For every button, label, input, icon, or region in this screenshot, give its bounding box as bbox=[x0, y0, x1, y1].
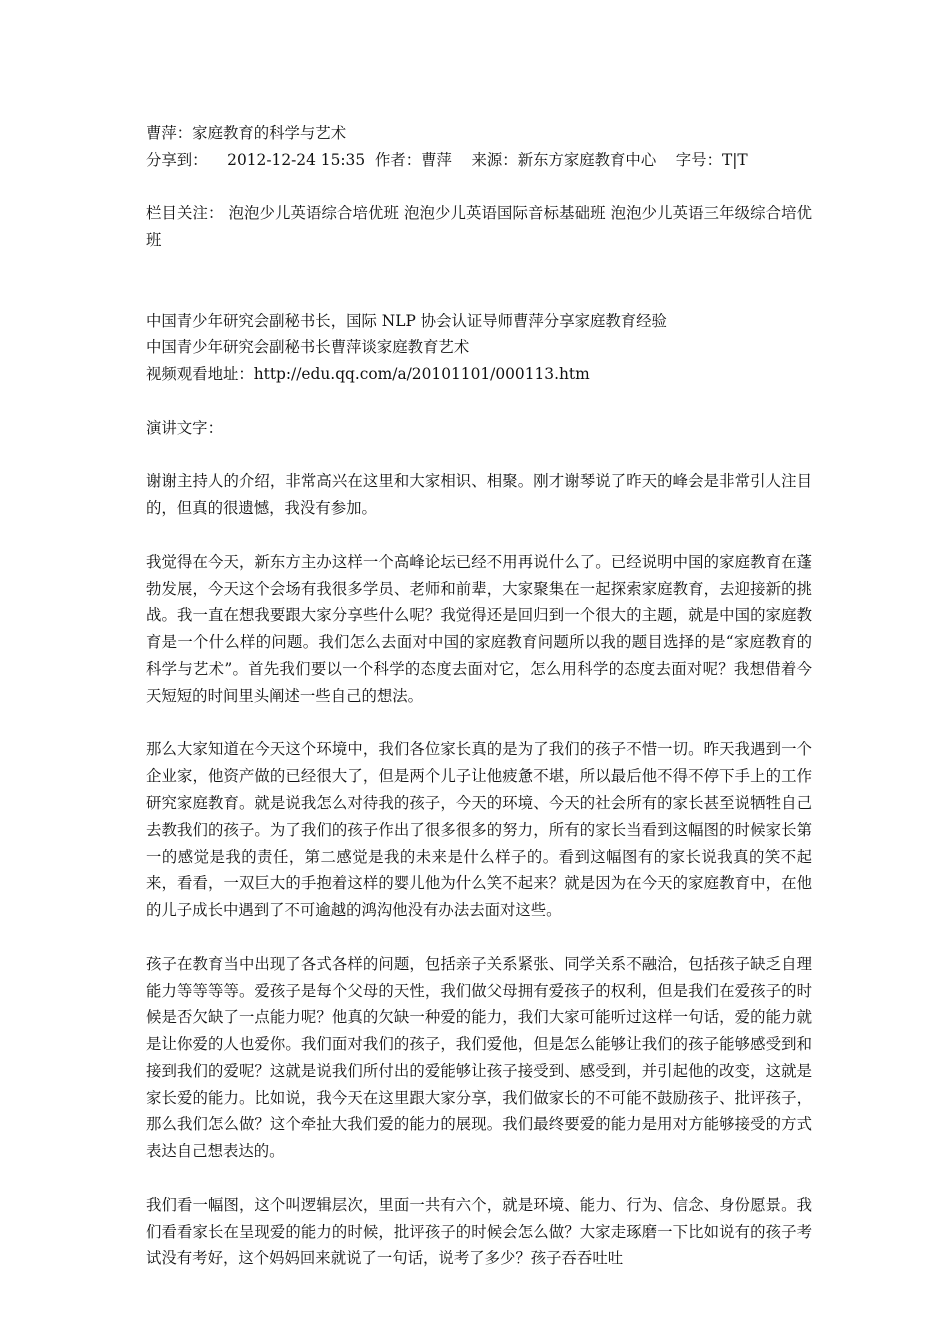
paragraph-4: 孩子在教育当中出现了各式各样的问题，包括亲子关系紧张、同学关系不融洽，包括孩子缺乏自理能力等等等等。爱孩子是每个父母的天性，我们做父母拥有爱孩子的权利，但是我们在爱孩子的时候是否欠缺了一点能力呢？他真的欠缺一种爱的能力，我们大家可能听过这样一句话，爱的能力就是让你爱的人也爱你。我们面对我们的孩子，我们爱他，但是怎么能够让我们的孩子能够感受到和接到我们的爱呢？这就是说我们所付出的爱能够让孩子接受到、感受到，并引起他的改变，这就是家长爱的能力。比如说，我今天在这里跟大家分享，我们做家长的不可能不鼓励孩子、批评孩子，那么我们怎么做？这个牵扯大我们爱的能力的展现。我们最终要爱的能力是用对方能够接受的方式表达自己想表达的。 bbox=[146, 954, 812, 1161]
publish-datetime: 2012-12-24 15:35 bbox=[227, 150, 366, 169]
paragraph-1: 谢谢主持人的介绍，非常高兴在这里和大家相识、相聚。刚才谢琴说了昨天的峰会是非常引人注目的，但真的很遗憾，我没有参加。 bbox=[146, 472, 812, 518]
article-title: 曹萍：家庭教育的科学与艺术 bbox=[146, 124, 347, 142]
video-url-line[interactable]: 视频观看地址：http://edu.qq.com/a/20101101/000113.htm bbox=[146, 365, 590, 384]
paragraph-3: 那么大家知道在今天这个环境中，我们各位家长真的是为了我们的孩子不惜一切。昨天我遇到一个企业家，他资产做的已经很大了，但是两个儿子让他疲惫不堪，所以最后他不得不停下手上的工作研究家庭教育。就是说我怎么对待我的孩子，今天的环境、今天的社会所有的家长甚至说牺牲自己去教我们的孩子。为了我们的孩子作出了很多很多的努力，所有的家长当看到这幅图的时候家长第一的感觉是我的责任，第二感觉是我的未来是什么样子的。看到这幅图有的家长说我真的笑不起来，看看，一双巨大的手抱着这样的婴儿他为什么笑不起来？就是因为在今天的家庭教育中，在他的儿子成长中遇到了不可逾越的鸿沟他没有办法去面对这些。 bbox=[146, 740, 812, 920]
paragraph-5: 我们看一幅图，这个叫逻辑层次，里面一共有六个，就是环境、能力、行为、信念、身份愿景。我们看看家长在呈现爱的能力的时候，批评孩子的时候会怎么做？大家走琢磨一下比如说有的孩子考试没有考好，这个妈妈回来就说了一句话，说考了多少？孩子吞吞吐吐 bbox=[146, 1195, 812, 1268]
column-follow-links[interactable]: 泡泡少儿英语综合培优班 泡泡少儿英语国际音标基础班 泡泡少儿英语三年级综合培优班 bbox=[146, 204, 812, 250]
intro-line-2: 中国青少年研究会副秘书长曹萍谈家庭教育艺术 bbox=[146, 338, 470, 357]
share-label: 分享到： bbox=[146, 150, 208, 169]
paragraph-2: 我觉得在今天，新东方主办这样一个高峰论坛已经不用再说什么了。已经说明中国的家庭教育在蓬勃发展，今天这个会场有我很多学员、老师和前辈，大家聚集在一起探索家庭教育，去迎接新的挑战。我一直在想我要跟大家分享些什么呢？我觉得还是回归到一个很大的主题，就是中国的家庭教育是一个什么样的问题。我们怎么去面对中国的家庭教育问题所以我的题目选择的是“家庭教育的科学与艺术”。首先我们要以一个科学的态度去面对它，怎么用科学的态度去面对呢？我想借着今天短短的时间里头阐述一些自己的想法。 bbox=[146, 552, 812, 705]
font-size-toggle[interactable]: T|T bbox=[721, 150, 748, 169]
speech-label: 演讲文字： bbox=[146, 418, 223, 437]
article-meta bbox=[146, 147, 812, 174]
author-name: 曹萍 bbox=[421, 150, 452, 169]
author-label: 作者： bbox=[374, 150, 422, 169]
column-follow bbox=[146, 200, 812, 254]
column-follow-label: 栏目关注： bbox=[146, 204, 224, 223]
source-name: 新东方家庭教育中心 bbox=[517, 150, 657, 169]
intro-line-1: 中国青少年研究会副秘书长，国际 NLP 协会认证导师曹萍分享家庭教育经验 bbox=[146, 311, 667, 330]
font-size-label: 字号： bbox=[675, 150, 722, 169]
source-label: 来源： bbox=[471, 150, 518, 169]
document-page bbox=[146, 120, 812, 1272]
